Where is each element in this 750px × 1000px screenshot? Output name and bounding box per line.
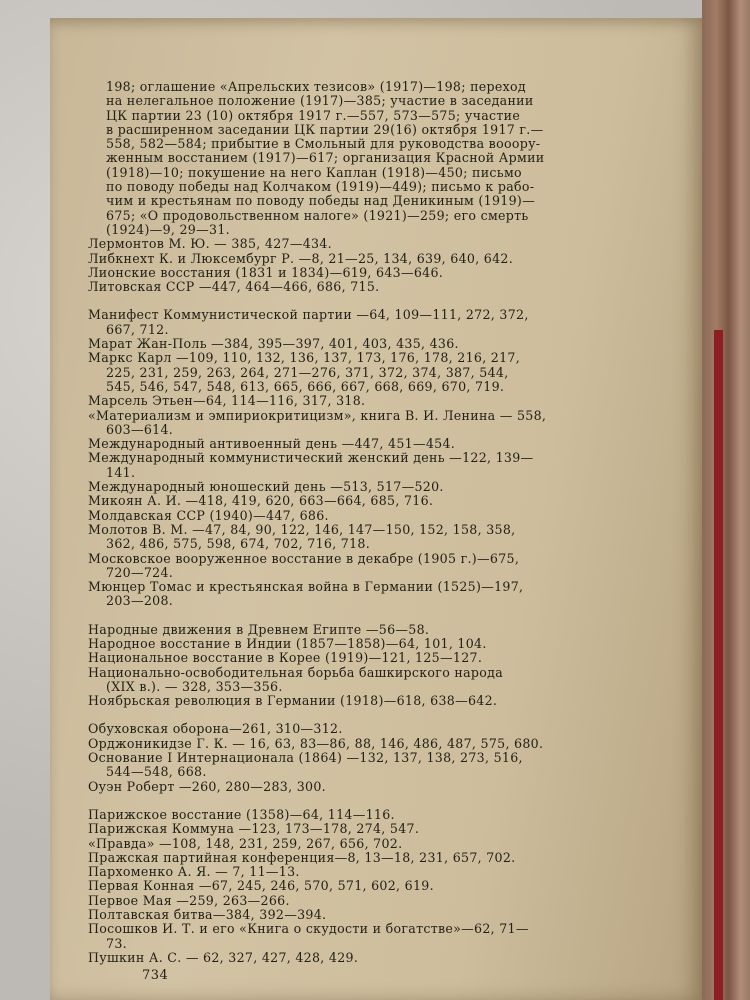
index-entry-continuation: 198; оглашение «Апрельских тезисов» (1917)—198; переход	[106, 79, 526, 94]
index-entry: Марсель Этьен—64, 114—116, 317, 318.	[88, 393, 366, 409]
index-entry-continuation: 667, 712.	[106, 321, 169, 337]
index-entry: Национальное восстание в Корее (1919)—121, 125—127.	[88, 650, 483, 666]
index-entry-continuation: 675; «О продовольственном налоге» (1921)—259; его смерть	[106, 207, 529, 223]
index-entry: Либкнехт К. и Люксембург Р. —8, 21—25, 134, 639, 640, 642.	[88, 250, 514, 266]
index-entry: Лионские восстания (1831 и 1834)—619, 643—646.	[88, 264, 444, 280]
index-entry: Оуэн Роберт —260, 280—283, 300.	[88, 778, 326, 794]
section-gap	[88, 708, 673, 722]
index-entry-continuation: (1918)—10; покушение на него Каплан (1918)—450; письмо	[106, 164, 522, 180]
index-entry: Мюнцер Томас и крестьянская война в Германии (1525)—197,	[88, 579, 524, 595]
index-entry-continuation: (1924)—9, 29—31.	[106, 221, 230, 237]
index-entry-continuation: в расширенном заседании ЦК партии 29(16) октября 1917 г.—	[106, 121, 544, 137]
index-entry-continuation: на нелегальное положение (1917)—385; участие в заседании	[106, 93, 534, 109]
index-entry: Пархоменко А. Я. — 7, 11—13.	[88, 864, 300, 880]
index-entry: Первое Мая —259, 263—266.	[88, 892, 290, 908]
index-entry-continuation: ЦК партии 23 (10) октября 1917 г.—557, 573—575; участие	[106, 107, 521, 123]
index-entry: Обуховская оборона—261, 310—312.	[88, 721, 343, 737]
index-text	[88, 80, 673, 965]
index-entry-continuation: 73.	[106, 935, 127, 951]
book-spine-edge	[702, 0, 750, 1000]
index-entry-continuation: 225, 231, 259, 263, 264, 271—276, 371, 372, 374, 387, 544,	[106, 364, 509, 380]
index-entry-continuation: 558, 582—584; прибытие в Смольный для руководства вооору-	[106, 136, 541, 152]
index-entry-continuation: 545, 546, 547, 548, 613, 665, 666, 667, 668, 669, 670, 719.	[106, 378, 505, 394]
index-entry-continuation: женным восстанием (1917)—617; организация Красной Армии	[106, 150, 545, 166]
index-entry: «Правда» —108, 148, 231, 259, 267, 656, 702.	[88, 835, 403, 851]
index-entry-continuation: (XIX в.). — 328, 353—356.	[106, 678, 283, 694]
index-entry-continuation: 603—614.	[106, 421, 174, 437]
index-entry: «Материализм и эмпириокритицизм», книга В. И. Ленина — 558,	[88, 407, 547, 423]
index-entry: Московское вооруженное восстание в декабре (1905 г.)—675,	[88, 550, 520, 566]
page-number: 734	[142, 968, 169, 983]
index-entry: Международный юношеский день —513, 517—520.	[88, 479, 444, 495]
index-entry-continuation: чим и крестьянам по поводу победы над Деникиным (1919)—	[106, 193, 535, 209]
index-entry: Молотов В. М. —47, 84, 90, 122, 146, 147—150, 152, 158, 358,	[88, 521, 516, 537]
index-entry: Народное восстание в Индии (1857—1858)—64, 101, 104.	[88, 635, 487, 651]
index-entry: Парижское восстание (1358)—64, 114—116.	[88, 806, 395, 822]
index-entry: Посошков И. Т. и его «Книга о скудости и богатстве»—62, 71—	[88, 921, 529, 937]
section-gap	[88, 294, 673, 308]
index-entry: Маркс Карл —109, 110, 132, 136, 137, 173, 176, 178, 216, 217,	[88, 350, 521, 366]
index-entry-continuation: по поводу победы над Колчаком (1919)—449); письмо к рабо-	[106, 179, 535, 195]
index-entry: Полтавская битва—384, 392—394.	[88, 907, 327, 923]
spine-stripe	[714, 330, 723, 1000]
index-entry: Международный антивоенный день —447, 451—454.	[88, 436, 456, 452]
index-entry: Первая Конная —67, 245, 246, 570, 571, 602, 619.	[88, 878, 434, 894]
index-entry-continuation: 362, 486, 575, 598, 674, 702, 716, 718.	[106, 536, 371, 552]
index-entry: Лермонтов М. Ю. — 385, 427—434.	[88, 236, 332, 252]
index-entry-continuation: 203—208.	[106, 593, 174, 609]
index-entry: Пражская партийная конференция—8, 13—18, 231, 657, 702.	[88, 849, 516, 865]
index-entry: Микоян А. И. —418, 419, 620, 663—664, 685, 716.	[88, 493, 434, 509]
index-entry-continuation: 141.	[106, 464, 136, 480]
index-entry: Парижская Коммуна —123, 173—178, 274, 547.	[88, 821, 420, 837]
index-entry: Ноябрьская революция в Германии (1918)—618, 638—642.	[88, 693, 498, 709]
section-gap	[88, 609, 673, 623]
index-entry: Основание I Интернационала (1864) —132, 137, 138, 273, 516,	[88, 750, 523, 766]
index-entry: Орджоникидзе Г. К. — 16, 63, 83—86, 88, 146, 486, 487, 575, 680.	[88, 735, 544, 751]
index-entry: Марат Жан-Поль —384, 395—397, 401, 403, 435, 436.	[88, 336, 459, 352]
index-entry: Молдавская ССР (1940)—447, 686.	[88, 507, 329, 523]
index-entry: Народные движения в Древнем Египте —56—58.	[88, 621, 430, 637]
index-entry-continuation: 544—548, 668.	[106, 764, 207, 780]
index-entry: Литовская ССР —447, 464—466, 686, 715.	[88, 279, 380, 295]
index-entry-continuation: 720—724.	[106, 564, 174, 580]
index-entry: Пушкин А. С. — 62, 327, 427, 428, 429.	[88, 949, 359, 965]
index-entry: Национально-освободительная борьба башкирского народа	[88, 664, 504, 680]
index-entry: Международный коммунистический женский день —122, 139—	[88, 450, 534, 466]
section-gap	[88, 794, 673, 808]
index-entry: Манифест Коммунистической партии —64, 109—111, 272, 372,	[88, 307, 529, 323]
